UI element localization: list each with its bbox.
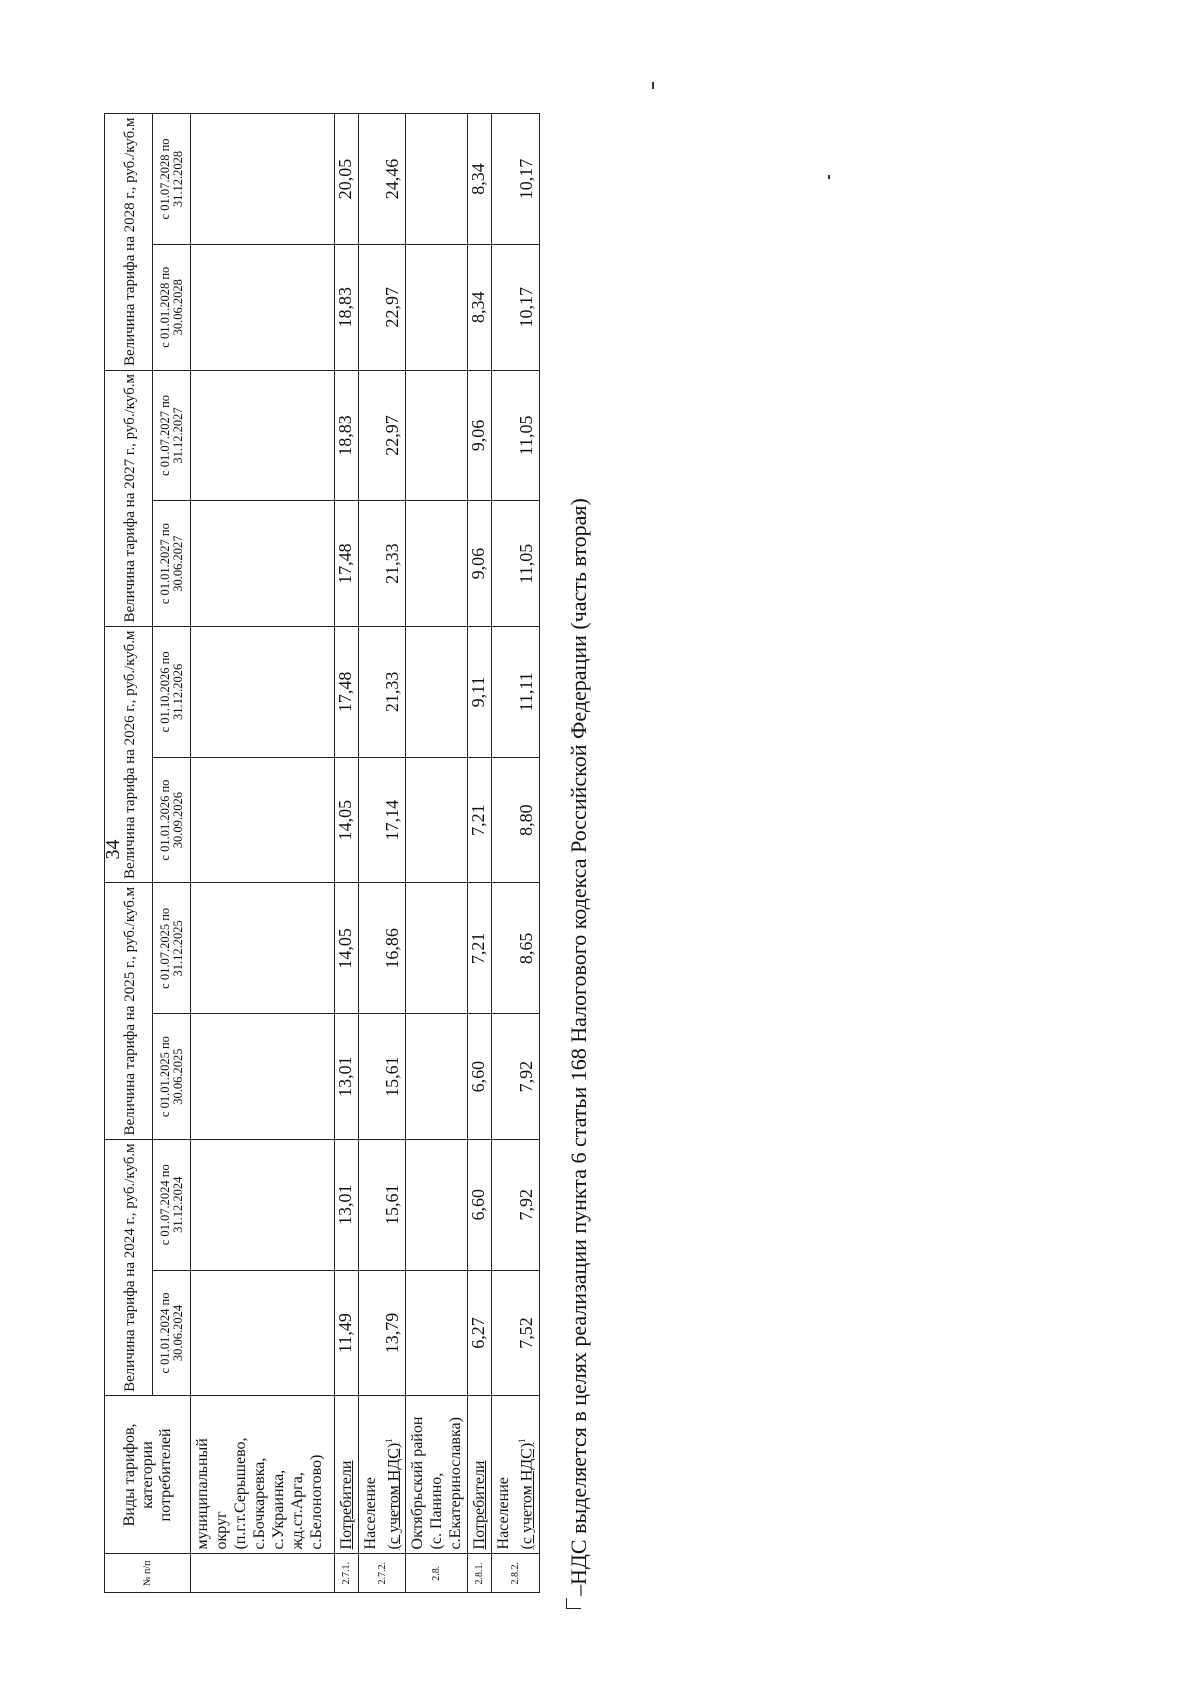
header-tariff-kind: Виды тарифов, категории потребителей [105,1396,191,1554]
row-name: Потребители [468,1396,492,1554]
tariff-value [191,757,335,883]
tariff-value: 7,21 [468,757,492,883]
tariff-value: 9,11 [468,627,492,758]
header-year-2026: Величина тарифа на 2026 г., руб./куб.м [105,627,153,883]
tariff-value: 21,33 [359,627,406,758]
tariff-value: 7,92 [492,1014,539,1140]
tariff-value [406,883,468,1014]
footnote-marker: 1 [517,1438,528,1443]
table-row [406,114,468,1593]
tariff-value: 17,14 [359,757,406,883]
tariff-value: 16,86 [359,883,406,1014]
tariff-value [406,757,468,883]
header-period: с 01.01.2025 по 30.06.2025 [153,1014,191,1140]
tariff-value: 10,17 [492,244,539,370]
footnote-marker: 1 [384,1438,394,1443]
tariff-value: 15,61 [359,1139,406,1270]
header-period: с 01.01.2027 по 30.06.2027 [153,501,191,627]
scan-speck [828,175,830,179]
tariff-value [406,1139,468,1270]
header-year-2024: Величина тарифа на 2024 г., руб./куб.м [105,1139,153,1395]
header-year-2027: Величина тарифа на 2027 г., руб./куб.м [105,370,153,626]
tariff-value: 8,34 [468,244,492,370]
scan-speck [652,82,654,89]
header-period: с 01.07.2024 по 31.12.2024 [153,1139,191,1270]
tariff-value [406,627,468,758]
tariff-value: 17,48 [335,627,359,758]
table-row [468,114,492,1593]
tariff-value [191,114,335,245]
table-row [492,114,539,1593]
tariff-value: 17,48 [335,501,359,627]
header-year-2025: Величина тарифа на 2025 г., руб./куб.м [105,883,153,1139]
row-number: 2.7.2. [359,1554,406,1593]
table-row [335,114,359,1593]
footnote-bracket [566,1598,581,1609]
tariff-value: 11,11 [492,627,539,758]
tariff-value: 20,05 [335,114,359,245]
tariff-value: 21,33 [359,501,406,627]
row-number: 2.7.1. [335,1554,359,1593]
tariff-value: 8,34 [468,114,492,245]
tariff-value: 8,65 [492,883,539,1014]
row-number: 2.8. [406,1554,468,1593]
tariff-value: 15,61 [359,1014,406,1140]
tariff-value [191,1014,335,1140]
footnote-text: –НДС выделяется в целях реализации пункта 6 статьи 168 Налогового кодекса Российской Федерации (часть вторая) [566,498,591,1596]
row-name-line2: (с учетом НДС) [385,1442,403,1550]
tariff-value: 6,60 [468,1014,492,1140]
row-name-line2: (с учетом НДС) [518,1442,536,1550]
tariff-value [191,1139,335,1270]
tariff-value: 11,49 [335,1270,359,1396]
tariff-value: 13,01 [335,1014,359,1140]
tariff-value: 22,97 [359,244,406,370]
tariff-value: 13,01 [335,1139,359,1270]
tariff-value: 8,80 [492,757,539,883]
header-period: с 01.10.2026 по 31.12.2026 [153,627,191,758]
row-name [359,1396,406,1554]
tariff-value [191,501,335,627]
tariff-value [191,627,335,758]
tariff-value [406,370,468,501]
tariff-value: 14,05 [335,883,359,1014]
row-name: Октябрьский район (с. Панино, с.Екатеринославка) [406,1396,468,1554]
table-row [359,114,406,1593]
row-number: 2.8.2. [492,1554,539,1593]
row-name: муниципальный округ (п.г.т.Серышево, с.Бочкаревка, с.Украинка, жд.ст.Арга, с.Белоногово) [191,1396,335,1554]
header-period: с 01.01.2026 по 30.09.2026 [153,757,191,883]
tariff-value: 13,79 [359,1270,406,1396]
row-number: 2.8.1. [468,1554,492,1593]
tariff-value [191,1270,335,1396]
row-name-line1: Население [495,1477,513,1550]
tariff-value: 7,92 [492,1139,539,1270]
tariff-value [406,501,468,627]
tariff-value: 18,83 [335,244,359,370]
tariff-value [191,244,335,370]
tariff-value: 11,05 [492,501,539,627]
table-row [191,114,335,1593]
footnote [566,498,592,1609]
header-number: № п/п [105,1554,191,1593]
row-name [492,1396,539,1554]
row-name: Потребители [335,1396,359,1554]
tariff-value: 6,60 [468,1139,492,1270]
tariff-value: 11,05 [492,370,539,501]
header-year-2028: Величина тарифа на 2028 г., руб./куб.м [105,114,153,371]
tariff-value: 10,17 [492,114,539,245]
tariff-value: 7,52 [492,1270,539,1396]
tariff-value [191,370,335,501]
tariff-table [104,113,540,1593]
page-number: 34 [102,839,124,860]
tariff-value: 18,83 [335,370,359,501]
tariff-value: 9,06 [468,370,492,501]
tariff-value: 22,97 [359,370,406,501]
header-period: с 01.07.2027 по 31.12.2027 [153,370,191,501]
tariff-value [406,244,468,370]
tariff-value [406,114,468,245]
tariff-value: 7,21 [468,883,492,1014]
header-period: с 01.07.2028 по 31.12.2028 [153,114,191,245]
header-period: с 01.01.2024 по 30.06.2024 [153,1270,191,1396]
row-name-line1: Население [362,1477,379,1550]
row-number [191,1554,335,1593]
tariff-value: 9,06 [468,501,492,627]
tariff-value: 24,46 [359,114,406,245]
tariff-value [406,1014,468,1140]
header-period: с 01.07.2025 по 31.12.2025 [153,883,191,1014]
tariff-value [406,1270,468,1396]
tariff-value: 14,05 [335,757,359,883]
header-period: с 01.01.2028 по 30.06.2028 [153,244,191,370]
tariff-value [191,883,335,1014]
tariff-value: 6,27 [468,1270,492,1396]
